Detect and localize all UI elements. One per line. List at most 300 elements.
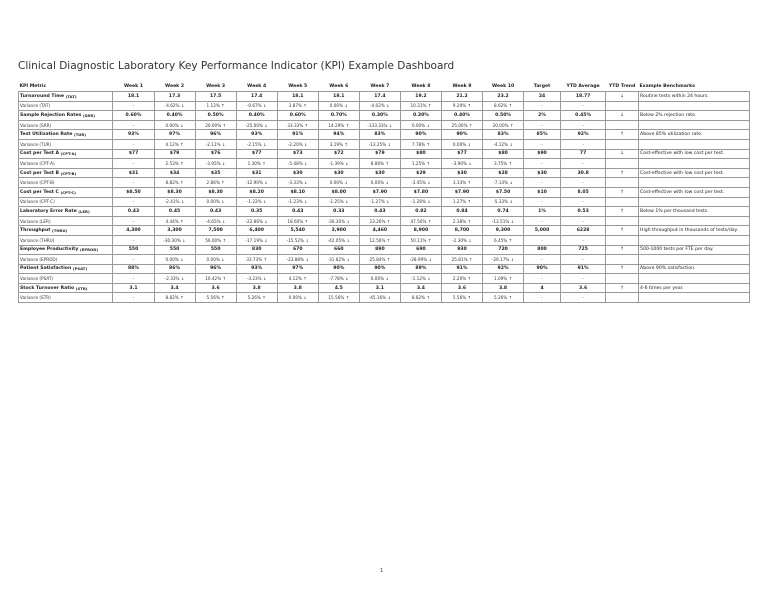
table-cell: 3.33% ↑ <box>441 178 482 188</box>
table-cell: 660 <box>318 245 359 255</box>
kpi-name-cell <box>19 274 113 284</box>
table-cell: 19.2 <box>400 92 441 102</box>
table-cell: 2% <box>524 111 561 121</box>
table-cell <box>606 139 639 149</box>
table-cell: ↑ <box>606 168 639 178</box>
table-cell: 30.8 <box>561 168 606 178</box>
table-cell: - <box>561 159 606 169</box>
kpi-abbreviation: (CPT-A) <box>60 151 77 157</box>
table-cell: - <box>561 120 606 130</box>
table-cell: -3.23% ↓ <box>236 274 277 284</box>
table-cell: $31 <box>236 168 277 178</box>
column-header: YTD Trend <box>608 84 636 89</box>
kpi-name: Cost per Test A <box>20 151 60 157</box>
kpi-name: Turnaround Time <box>20 93 64 99</box>
table-cell: 91% <box>277 130 318 140</box>
table-cell: $30 <box>277 168 318 178</box>
table-cell: 500-1000 tests per FTE per day. <box>639 245 750 255</box>
table-cell: - <box>524 255 561 265</box>
kpi-metric-row <box>19 226 750 236</box>
table-cell: - <box>561 216 606 226</box>
table-cell: 18.77 <box>561 92 606 102</box>
column-header: Week 5 <box>288 84 308 89</box>
table-cell: $28 <box>483 168 524 178</box>
kpi-abbreviation: (TUR) <box>73 132 87 138</box>
table-cell: $30 <box>318 168 359 178</box>
table-cell: 18.1 <box>277 92 318 102</box>
table-cell: -2.33% ↓ <box>154 274 195 284</box>
table-cell: 23.26% ↑ <box>359 216 400 226</box>
table-cell: ↓ <box>606 92 639 102</box>
table-cell: $35 <box>195 168 236 178</box>
table-cell: 2.38% ↑ <box>441 216 482 226</box>
table-cell: ↑ <box>606 226 639 236</box>
table-cell: 8.05 <box>561 187 606 197</box>
table-cell: 4.5 <box>318 283 359 293</box>
table-cell: 97% <box>277 264 318 274</box>
table-cell: -13.51% ↓ <box>483 216 524 226</box>
table-cell: -1.23% ↓ <box>277 197 318 207</box>
kpi-metric-row <box>19 283 750 293</box>
table-cell: -1.22% ↓ <box>236 197 277 207</box>
table-cell: 20.00% ↑ <box>195 120 236 130</box>
kpi-name-cell <box>19 149 113 159</box>
table-cell: 25.84% ↑ <box>359 255 400 265</box>
table-cell: 17.3 <box>154 92 195 102</box>
table-cell: 5,000 <box>524 226 561 236</box>
table-cell: 0.70% <box>318 111 359 121</box>
table-cell: -3.90% ↓ <box>441 159 482 169</box>
kpi-name-cell <box>19 207 113 217</box>
table-cell: 3.6 <box>195 283 236 293</box>
table-cell: -133.33% ↓ <box>359 120 400 130</box>
table-cell <box>639 255 750 265</box>
table-cell: 96% <box>195 130 236 140</box>
table-cell: 3.1 <box>359 283 400 293</box>
table-cell <box>639 293 750 303</box>
table-cell: 9,300 <box>483 226 524 236</box>
table-cell: 1.30% ↑ <box>236 159 277 169</box>
table-cell: 6,400 <box>236 226 277 236</box>
table-cell: 18.1 <box>318 92 359 102</box>
table-cell: - <box>524 235 561 245</box>
table-cell: 1.27% ↑ <box>441 197 482 207</box>
table-cell: - <box>524 159 561 169</box>
kpi-variance-row <box>19 120 750 130</box>
table-cell: 930 <box>441 245 482 255</box>
table-cell: 2.53% ↑ <box>154 159 195 169</box>
table-cell: - <box>113 235 154 245</box>
table-cell: 800 <box>524 245 561 255</box>
kpi-name: Variance (CPT-A) <box>20 160 55 166</box>
table-cell <box>639 197 750 207</box>
table-cell: -12.90% ↓ <box>236 178 277 188</box>
kpi-variance-row <box>19 178 750 188</box>
table-cell: $8.30 <box>195 187 236 197</box>
table-cell: $77 <box>236 149 277 159</box>
table-cell: 0.43 <box>277 207 318 217</box>
kpi-name: Variance (PSAT) <box>20 276 54 282</box>
table-cell: 1% <box>524 207 561 217</box>
kpi-name: Patient Satisfaction <box>20 266 72 272</box>
table-cell: $79 <box>359 149 400 159</box>
table-cell: 725 <box>561 245 606 255</box>
table-cell: 23.2 <box>483 92 524 102</box>
table-cell: 830 <box>236 245 277 255</box>
table-cell: - <box>524 120 561 130</box>
table-cell: - <box>561 255 606 265</box>
kpi-abbreviation: (THRU) <box>52 228 68 234</box>
kpi-name: Variance (EPROD) <box>20 256 58 262</box>
kpi-name: Variance (TAT) <box>20 103 51 109</box>
table-cell: 0.40% <box>154 111 195 121</box>
table-cell: 550 <box>113 245 154 255</box>
table-cell: 3.6 <box>561 283 606 293</box>
kpi-name: Test Utilization Rate <box>20 132 73 138</box>
table-cell: 0.50% <box>483 111 524 121</box>
table-cell: 8.82% ↑ <box>400 293 441 303</box>
table-cell: 3.1 <box>113 283 154 293</box>
table-cell: 0.00% ↓ <box>318 101 359 111</box>
kpi-name: Laboratory Error Rate <box>20 208 77 214</box>
table-cell: 3.8 <box>483 283 524 293</box>
table-cell: 56.00% ↑ <box>195 235 236 245</box>
table-cell: 4.44% ↑ <box>154 216 195 226</box>
table-cell: 0.43 <box>113 207 154 217</box>
table-cell: 93% <box>113 130 154 140</box>
table-cell: -23.88% ↓ <box>277 255 318 265</box>
table-cell: Cost-effective with low cost per test. <box>639 168 750 178</box>
table-cell: 0.30% <box>359 111 400 121</box>
column-header: Example Benchmarks <box>639 84 695 89</box>
table-cell: 0.00% ↓ <box>277 293 318 303</box>
table-cell: 33.33% ↑ <box>277 120 318 130</box>
table-cell: - <box>561 101 606 111</box>
table-cell: -5.48% ↓ <box>277 159 318 169</box>
table-cell: $8.10 <box>277 187 318 197</box>
table-cell: 86% <box>154 264 195 274</box>
table-cell: $7.80 <box>400 187 441 197</box>
table-cell: 4,300 <box>113 226 154 236</box>
table-cell: 3.4 <box>400 283 441 293</box>
table-cell: - <box>113 159 154 169</box>
table-cell: 3,900 <box>318 226 359 236</box>
table-cell: 7,500 <box>195 226 236 236</box>
table-cell: - <box>113 255 154 265</box>
table-cell: 5.26% ↑ <box>236 293 277 303</box>
table-cell <box>606 178 639 188</box>
table-cell: 8,700 <box>441 226 482 236</box>
table-cell: 690 <box>400 245 441 255</box>
table-cell: - <box>524 178 561 188</box>
table-cell: - <box>113 274 154 284</box>
kpi-name: Variance (SRR) <box>20 122 52 128</box>
table-cell: ↓ <box>606 149 639 159</box>
table-cell: 9.29% ↑ <box>441 101 482 111</box>
table-cell: 890 <box>359 245 400 255</box>
table-cell: 1.09% ↑ <box>483 274 524 284</box>
kpi-name: Variance (LER) <box>20 218 51 224</box>
table-cell: -4.12% ↓ <box>483 139 524 149</box>
kpi-metric-row <box>19 187 750 197</box>
table-cell: 89% <box>400 264 441 274</box>
kpi-name: Stock Turnover Ratio <box>20 285 75 291</box>
table-cell: -17.19% ↓ <box>236 235 277 245</box>
kpi-metric-row <box>19 149 750 159</box>
table-cell: - <box>113 120 154 130</box>
table-cell: 3.4 <box>154 283 195 293</box>
table-cell: -25.00% ↓ <box>236 120 277 130</box>
column-header: Week 9 <box>452 84 472 89</box>
kpi-variance-row <box>19 101 750 111</box>
table-cell <box>639 274 750 284</box>
kpi-name: Throughput <box>20 228 51 234</box>
table-cell: 18.60% ↑ <box>277 216 318 226</box>
table-cell <box>639 159 750 169</box>
table-cell: -1.25% ↓ <box>318 197 359 207</box>
table-cell: 4.12% ↑ <box>154 139 195 149</box>
column-header: Week 4 <box>247 84 267 89</box>
kpi-name: Variance (STR) <box>20 295 51 301</box>
table-cell: -2.41% ↓ <box>154 197 195 207</box>
kpi-abbreviation: (STR) <box>75 285 88 291</box>
table-cell: High throughput in thousands of tests/day. <box>639 226 750 236</box>
kpi-name: Variance (THRU) <box>20 237 55 243</box>
table-cell: 3.19% ↑ <box>318 139 359 149</box>
table-cell: $73 <box>277 149 318 159</box>
table-cell <box>606 255 639 265</box>
kpi-name: Variance (CPT-C) <box>20 199 55 205</box>
table-cell: ↑ <box>606 245 639 255</box>
kpi-variance-row <box>19 159 750 169</box>
table-cell: -1.27% ↓ <box>359 197 400 207</box>
table-cell: 2.20% ↑ <box>441 274 482 284</box>
table-cell: 6.45% ↑ <box>483 235 524 245</box>
table-cell: $7.90 <box>441 187 482 197</box>
kpi-metric-row <box>19 168 750 178</box>
table-cell: 0.50% <box>195 111 236 121</box>
table-cell <box>639 120 750 130</box>
kpi-abbreviation: (PSAT) <box>72 266 88 272</box>
table-cell: -2.30% ↓ <box>441 235 482 245</box>
table-cell: 93% <box>236 130 277 140</box>
table-cell: -3.45% ↓ <box>400 178 441 188</box>
table-cell: -15.52% ↓ <box>277 235 318 245</box>
table-cell: 7.78% ↑ <box>400 139 441 149</box>
kpi-metric-row <box>19 207 750 217</box>
kpi-name-cell <box>19 245 113 255</box>
table-cell: 8.82% ↑ <box>154 293 195 303</box>
table-cell: 47.56% ↑ <box>400 216 441 226</box>
kpi-metric-row <box>19 245 750 255</box>
table-cell: -1.28% ↓ <box>400 197 441 207</box>
table-cell: 90% <box>400 130 441 140</box>
kpi-name-cell <box>19 111 113 121</box>
table-cell: $31 <box>113 168 154 178</box>
table-cell: $7.90 <box>359 187 400 197</box>
table-cell: 96% <box>195 264 236 274</box>
table-body <box>19 92 750 303</box>
table-cell: - <box>113 139 154 149</box>
table-cell: - <box>524 101 561 111</box>
table-cell: -45.16% ↓ <box>359 293 400 303</box>
table-cell <box>606 120 639 130</box>
column-header: YTD Average <box>566 84 600 89</box>
kpi-variance-row <box>19 274 750 284</box>
table-cell: 550 <box>154 245 195 255</box>
table-cell: 17.5 <box>195 92 236 102</box>
kpi-variance-row <box>19 139 750 149</box>
table-cell: $10 <box>524 187 561 197</box>
table-cell: 3.6 <box>441 283 482 293</box>
table-cell: 77 <box>561 149 606 159</box>
table-cell: 0.60% <box>113 111 154 121</box>
table-cell: $76 <box>195 149 236 159</box>
table-cell: $79 <box>154 149 195 159</box>
table-cell: 15.56% ↑ <box>318 293 359 303</box>
table-cell: 0.00% ↓ <box>318 178 359 188</box>
table-cell: 0.43 <box>359 207 400 217</box>
table-cell: -42.05% ↓ <box>318 235 359 245</box>
table-cell: -2.15% ↓ <box>236 139 277 149</box>
table-cell: 6228 <box>561 226 606 236</box>
kpi-name-cell <box>19 168 113 178</box>
table-cell: ↑ <box>606 207 639 217</box>
table-cell: -3.95% ↓ <box>195 159 236 169</box>
table-cell: -13.25% ↓ <box>359 139 400 149</box>
kpi-abbreviation: (LER) <box>78 208 90 214</box>
table-cell: Cost-effective with low cost per test. <box>639 187 750 197</box>
table-cell: 18.1 <box>113 92 154 102</box>
table-cell: $90 <box>524 149 561 159</box>
table-cell <box>639 101 750 111</box>
table-cell: - <box>524 293 561 303</box>
table-cell: -22.86% ↓ <box>236 216 277 226</box>
kpi-name-cell <box>19 283 113 293</box>
table-cell: - <box>113 178 154 188</box>
table-cell: 0.43 <box>195 207 236 217</box>
kpi-metric-row <box>19 264 750 274</box>
column-header: Week 2 <box>165 84 185 89</box>
table-cell: -1.39% ↓ <box>318 159 359 169</box>
kpi-abbreviation: (CPT-C) <box>60 189 76 195</box>
table-cell: -3.33% ↓ <box>277 178 318 188</box>
table-cell: 0.35 <box>236 207 277 217</box>
table-cell: $77 <box>113 149 154 159</box>
table-cell: -28.99% ↓ <box>400 255 441 265</box>
table-cell: $80 <box>400 149 441 159</box>
table-cell: 17.4 <box>236 92 277 102</box>
kpi-variance-row <box>19 216 750 226</box>
table-cell: 0.82 <box>400 207 441 217</box>
table-cell <box>606 216 639 226</box>
table-cell: -7.78% ↓ <box>318 274 359 284</box>
table-cell: $30 <box>524 168 561 178</box>
table-cell <box>639 178 750 188</box>
table-cell: 83% <box>483 130 524 140</box>
kpi-name-cell <box>19 159 113 169</box>
table-cell <box>639 139 750 149</box>
table-cell: ↑ <box>606 187 639 197</box>
table-cell: 5.26% ↑ <box>483 293 524 303</box>
table-cell: 0.40% <box>441 111 482 121</box>
table-cell: 4-6 times per year. <box>639 283 750 293</box>
table-cell: 91% <box>441 264 482 274</box>
table-cell: 2.86% ↑ <box>195 178 236 188</box>
table-cell: -7.14% ↓ <box>483 178 524 188</box>
table-cell: -1.12% ↓ <box>400 274 441 284</box>
table-cell: -2.20% ↓ <box>277 139 318 149</box>
table-cell: -4.65% ↓ <box>195 216 236 226</box>
table-cell: 12.56% ↑ <box>359 235 400 245</box>
table-cell: 4 <box>524 283 561 293</box>
table-cell <box>606 274 639 284</box>
table-cell: ↑ <box>606 130 639 140</box>
table-cell: - <box>524 216 561 226</box>
table-cell: 0.00% ↓ <box>195 255 236 265</box>
kpi-metric-row <box>19 111 750 121</box>
kpi-variance-row <box>19 197 750 207</box>
table-cell: $34 <box>154 168 195 178</box>
table-cell: 550 <box>195 245 236 255</box>
table-cell: 25.00% ↑ <box>441 120 482 130</box>
column-header: Week 3 <box>206 84 226 89</box>
table-cell <box>606 293 639 303</box>
column-header: Week 10 <box>491 84 515 89</box>
kpi-abbreviation: (TAT) <box>65 93 77 99</box>
kpi-variance-row <box>19 255 750 265</box>
table-cell: 8,900 <box>400 226 441 236</box>
table-cell: -30.30% ↓ <box>318 216 359 226</box>
table-cell: 0.53 <box>561 207 606 217</box>
table-cell: - <box>113 197 154 207</box>
table-cell: 4.12% ↑ <box>277 274 318 284</box>
kpi-name: Cost per Test B <box>20 170 59 176</box>
table-cell: - <box>561 274 606 284</box>
table-cell: 10.31% ↑ <box>400 101 441 111</box>
table-cell: 720 <box>483 245 524 255</box>
table-cell: -31.82% ↓ <box>318 255 359 265</box>
table-cell: - <box>113 101 154 111</box>
kpi-abbreviation: (SRR) <box>82 112 95 118</box>
table-cell: Below 2% rejection rate. <box>639 111 750 121</box>
kpi-name-cell <box>19 120 113 130</box>
table-cell: Cost-effective with low cost per test. <box>639 149 750 159</box>
table-cell: 83% <box>359 130 400 140</box>
table-cell: 5,540 <box>277 226 318 236</box>
table-cell: -4.62% ↓ <box>154 101 195 111</box>
table-cell: $8.50 <box>113 187 154 197</box>
table-cell: -0.67% ↓ <box>236 101 277 111</box>
table-cell: -2.11% ↓ <box>195 139 236 149</box>
table-cell: 0.74 <box>483 207 524 217</box>
table-cell: - <box>561 178 606 188</box>
table-cell: 8.62% ↑ <box>483 101 524 111</box>
table-cell: Routine tests within 24 hours. <box>639 92 750 102</box>
table-cell: 25.81% ↑ <box>441 255 482 265</box>
table-cell: 0.00% ↓ <box>154 120 195 130</box>
column-header: Week 1 <box>123 84 143 89</box>
table-cell: 50.11% ↑ <box>400 235 441 245</box>
table-cell: 0.00% ↓ <box>441 139 482 149</box>
table-cell: Below 1% per thousand tests. <box>639 207 750 217</box>
table-cell: $77 <box>441 149 482 159</box>
table-cell: 0.00% ↓ <box>359 178 400 188</box>
table-cell: - <box>113 293 154 303</box>
kpi-table <box>18 82 750 303</box>
column-header: Week 6 <box>329 84 349 89</box>
kpi-name-cell <box>19 139 113 149</box>
